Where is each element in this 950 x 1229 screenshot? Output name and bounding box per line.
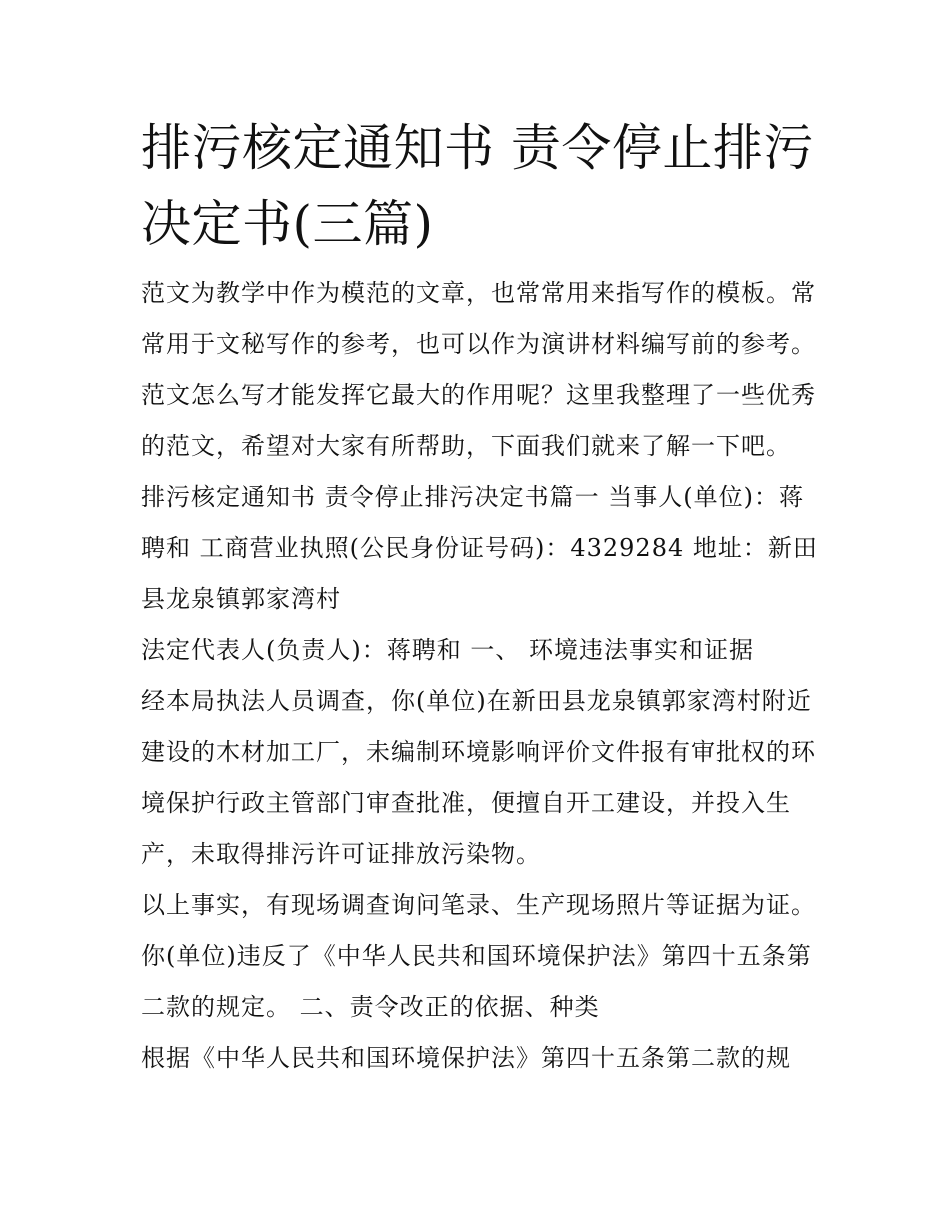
intro-paragraph: 范文为教学中作为模范的文章，也常常用来指写作的模板。常常用于文秘写作的参考，也可以作为演讲材料编写前的参考。范文怎么写才能发挥它最大的作用呢？这里我整理了一些优秀的范文，希望对大家有所帮助，下面我们就来了解一下吧。: [141, 279, 816, 460]
document-body: [141, 110, 821, 1084]
legal-representative-paragraph: 法定代表人(负责人)：蒋聘和 一、 环境违法事实和证据: [141, 636, 754, 664]
party-info-paragraph: 排污核定通知书 责令停止排污决定书篇一 当事人(单位)：蒋聘和 工商营业执照(公民身份证号码)：4329284 地址：新田县龙泉镇郭家湾村: [141, 483, 818, 613]
document-title: 排污核定通知书 责令停止排污决定书(三篇): [141, 119, 814, 253]
evidence-paragraph: 以上事实，有现场调查询问笔录、生产现场照片等证据为证。你(单位)违反了《中华人民共和国环境保护法》第四十五条第二款的规定。 二、责令改正的依据、种类: [141, 891, 816, 1021]
investigation-paragraph: 经本局执法人员调查，你(单位)在新田县龙泉镇郭家湾村附近建设的木材加工厂，未编制环境影响评价文件报有审批权的环境保护行政主管部门审查批准，便擅自开工建设，并投入生产，未取得排污许可证排放污染物。: [141, 687, 816, 868]
legal-basis-paragraph: 根据《中华人民共和国环境保护法》第四十五条第二款的规: [141, 1044, 791, 1072]
